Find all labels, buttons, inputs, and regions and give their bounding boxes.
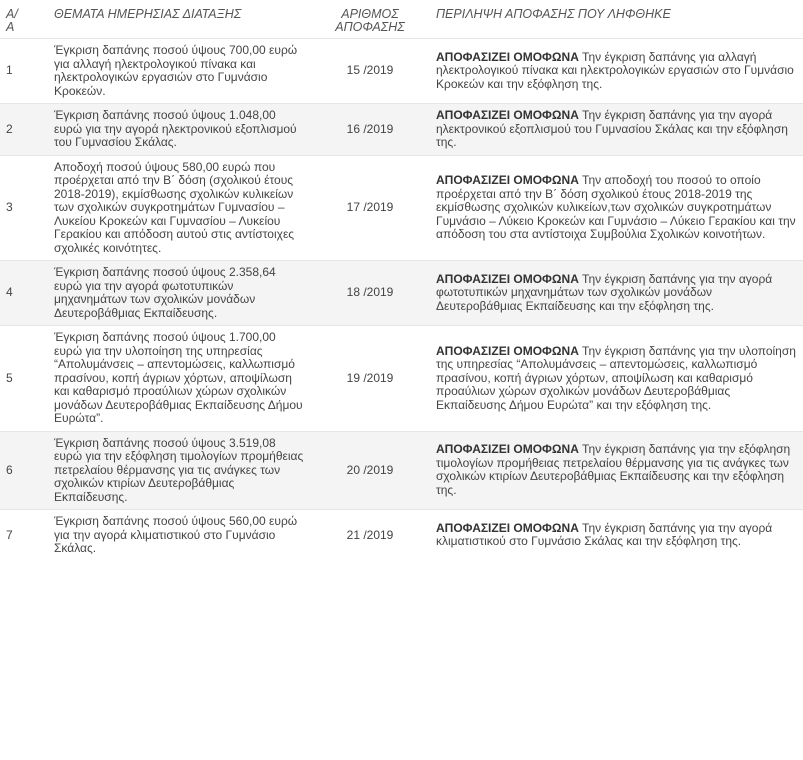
row-aa: 7	[0, 510, 48, 561]
row-summary-text: Την έγκριση δαπάνης για αλλαγή ηλεκτρολογικού πίνακα και ηλεκτρολογικών εργασιών στο Γυμνάσιο Κροκεών και την εξόφληση της.	[436, 49, 794, 91]
header-aa-line1: Α/	[6, 7, 18, 21]
row-summary-text: Την έγκριση δαπάνης για την αγορά κλιματιστικού στο Γυμνάσιο Σκάλας και την εξόφληση της.	[436, 520, 773, 549]
header-topics: ΘΕΜΑΤΑ ΗΜΕΡΗΣΙΑΣ ΔΙΑΤΑΞΗΣ	[48, 0, 310, 39]
row-verdict: ΑΠΟΦΑΣΙΖΕΙ ΟΜΟΦΩΝΑ	[436, 520, 579, 535]
row-decision-number: 21 /2019	[310, 510, 430, 561]
table-row	[0, 510, 803, 561]
row-topic: Έγκριση δαπάνης ποσού ύψους 1.048,00 ευρώ για την αγορά ηλεκτρονικού εξοπλισμού του Γυμνασίου Σκάλας.	[48, 104, 310, 156]
row-aa: 5	[0, 326, 48, 432]
header-decision-number: ΑΡΙΘΜΟΣ ΑΠΟΦΑΣΗΣ	[310, 0, 430, 39]
row-decision-number: 20 /2019	[310, 431, 430, 510]
row-verdict: ΑΠΟΦΑΣΙΖΕΙ ΟΜΟΦΩΝΑ	[436, 442, 579, 457]
row-summary-text: Την αποδοχή του ποσού το οποίο προέρχεται από την Β΄ δόση σχολικού έτους 2018-2019 της εκμίσθωσης σχολικών κυλικείων,των σχολικών συγκροτημάτων Γυμνάσιο – Λύκειο Κροκεών και Γυμνάσιο – Λύκειο Γερακίου και την απόδοση του στα αντίστοιχα Συμβούλια Σχολικών κοινοτήτων.	[436, 173, 796, 241]
row-summary	[430, 431, 803, 510]
row-summary	[430, 104, 803, 156]
header-row	[0, 0, 803, 39]
row-summary-text: Την έγκριση δαπάνης για την υλοποίηση της υπηρεσίας “Απολυμάνσεις – απεντομώσεις, καλλωπισμό πρασίνου, κοπή άγριων χόρτων, αποψίλωση και καθαρισμό προαύλιων χώρων σχολικών μονάδων Δευτεροβάθμιας Εκπαίδευσης Δήμου Ευρώτα” και την εξόφληση της.	[436, 343, 796, 412]
table-row	[0, 261, 803, 326]
row-aa: 4	[0, 261, 48, 326]
table-row	[0, 39, 803, 104]
row-aa: 2	[0, 104, 48, 156]
table-row	[0, 155, 803, 261]
table-header	[0, 0, 803, 39]
row-verdict: ΑΠΟΦΑΣΙΖΕΙ ΟΜΟΦΩΝΑ	[436, 271, 579, 286]
header-summary: ΠΕΡΙΛΗΨΗ ΑΠΟΦΑΣΗΣ ΠΟΥ ΛΗΦΘΗΚΕ	[430, 0, 803, 39]
row-summary	[430, 326, 803, 432]
table-body	[0, 39, 803, 561]
row-summary	[430, 39, 803, 104]
row-decision-number: 18 /2019	[310, 261, 430, 326]
row-verdict: ΑΠΟΦΑΣΙΖΕΙ ΟΜΟΦΩΝΑ	[436, 49, 579, 64]
row-summary	[430, 510, 803, 561]
table-row	[0, 326, 803, 432]
row-summary-text: Την έγκριση δαπάνης για την εξόφληση τιμολογίων προμήθειας πετρελαίου θέρμανσης για τις ανάγκες των σχολικών κτιρίων Δευτεροβάθμιας Εκπαίδευσης και την εξόφληση της.	[436, 442, 791, 497]
row-topic: Έγκριση δαπάνης ποσού ύψους 1.700,00 ευρώ για την υλοποίηση της υπηρεσίας “Απολυμάνσεις – απεντομώσεις, καλλωπισμό πρασίνου, κοπή άγριων χόρτων, αποψίλωση και καθαρισμό προαύλιων χώρων σχολικών μονάδων Δευτεροβάθμιας Εκπαίδευσης Δήμου Ευρώτα”.	[48, 326, 310, 432]
row-topic: Αποδοχή ποσού ύψους 580,00 ευρώ που προέρχεται από την Β΄ δόση (σχολικού έτους 2018-2019), εκμίσθωσης σχολικών κυλικείων των σχολικών συγκροτημάτων Γυμνασίου – Λυκείου Κροκεών και Γυμνασίου – Λυκείου Γερακίου και απόδοση αυτού στις αντίστοιχες σχολικές κοινότητες.	[48, 155, 310, 261]
row-decision-number: 15 /2019	[310, 39, 430, 104]
header-aa	[0, 0, 48, 39]
row-topic: Έγκριση δαπάνης ποσού ύψους 3.519,08 ευρώ για την εξόφληση τιμολογίων προμήθειας πετρελαίου θέρμανσης για τις ανάγκες των σχολικών κτιρίων Δευτεροβάθμιας Εκπαίδευσης.	[48, 431, 310, 510]
row-topic: Έγκριση δαπάνης ποσού ύψους 2.358,64 ευρώ για την αγορά φωτοτυπικών μηχανημάτων των σχολικών μονάδων Δευτεροβάθμιας Εκπαίδευσης.	[48, 261, 310, 326]
row-verdict: ΑΠΟΦΑΣΙΖΕΙ ΟΜΟΦΩΝΑ	[436, 173, 579, 187]
row-summary	[430, 261, 803, 326]
row-verdict: ΑΠΟΦΑΣΙΖΕΙ ΟΜΟΦΩΝΑ	[436, 343, 579, 358]
row-summary	[430, 155, 803, 261]
row-summary-text: Την έγκριση δαπάνης για την αγορά ηλεκτρονικού εξοπλισμού του Γυμνασίου Σκάλας και την εξόφληση της.	[436, 108, 788, 149]
table-row	[0, 431, 803, 510]
row-topic: Έγκριση δαπάνης ποσού ύψους 560,00 ευρώ για την αγορά κλιματιστικού στο Γυμνάσιο Σκάλας.	[48, 510, 310, 561]
row-aa: 6	[0, 431, 48, 510]
row-verdict: ΑΠΟΦΑΣΙΖΕΙ ΟΜΟΦΩΝΑ	[436, 108, 579, 122]
row-decision-number: 16 /2019	[310, 104, 430, 156]
row-decision-number: 19 /2019	[310, 326, 430, 432]
table-row	[0, 104, 803, 156]
row-aa: 3	[0, 155, 48, 261]
row-decision-number: 17 /2019	[310, 155, 430, 261]
row-topic: Έγκριση δαπάνης ποσού ύψους 700,00 ευρώ για αλλαγή ηλεκτρολογικού πίνακα και ηλεκτρολογικών εργασιών στο Γυμνάσιο Κροκεών.	[48, 39, 310, 104]
row-aa: 1	[0, 39, 48, 104]
row-summary-text: Την έγκριση δαπάνης για την αγορά φωτοτυπικών μηχανημάτων των σχολικών μονάδων Δευτεροβάθμιας Εκπαίδευσης και την εξόφληση της.	[436, 271, 773, 313]
header-aa-line2: Α	[6, 20, 15, 34]
